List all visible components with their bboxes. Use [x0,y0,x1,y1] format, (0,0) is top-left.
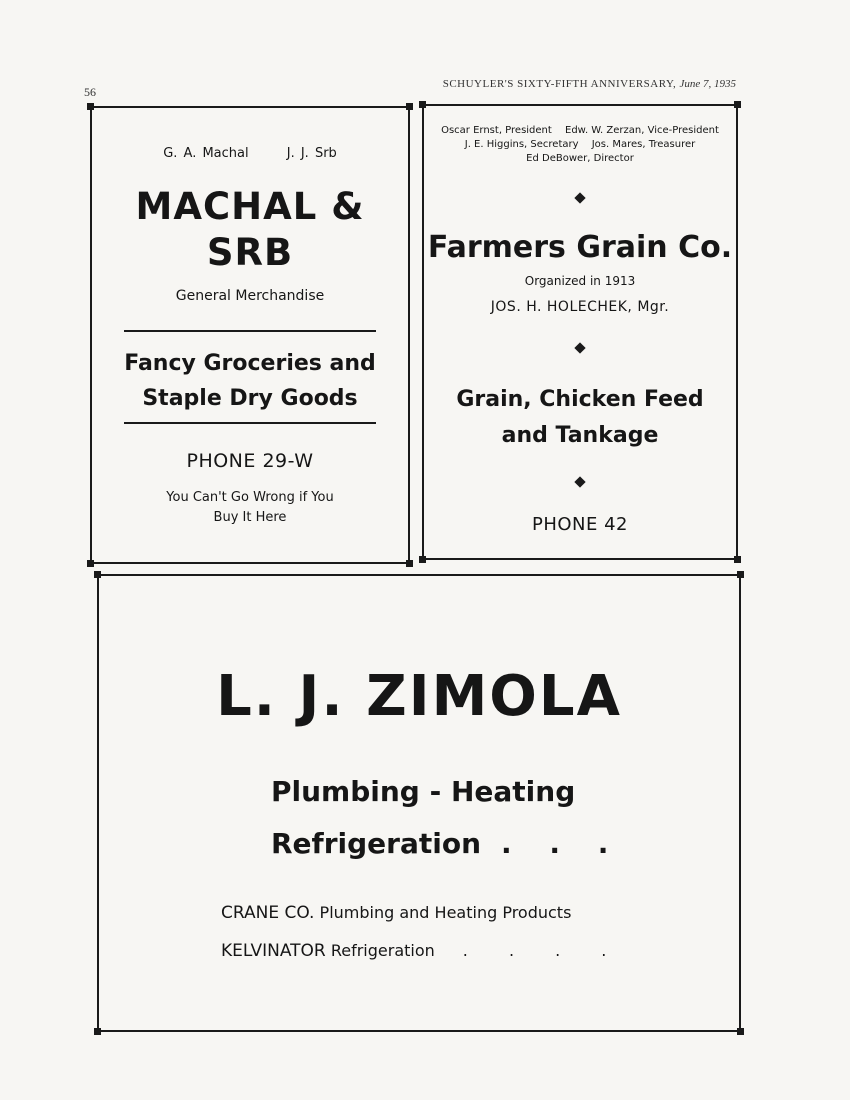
product-line-crane [221,894,624,932]
page-number: 56 [84,85,96,99]
business-name-line-2: SRB [206,231,294,274]
service-refrigeration: Refrigeration [271,827,482,860]
officers-row [424,124,736,138]
slogan-line-1: You Can't Go Wrong if You [166,490,334,505]
brand-kelvinator: KELVINATOR [221,941,326,961]
corner-ornament [406,560,413,567]
corner-ornament [737,571,744,578]
corner-ornament [406,103,413,110]
business-type: General Merchandise [175,288,325,304]
officers-list [424,124,736,166]
running-title: SCHUYLER'S SIXTY-FIFTH ANNIVERSARY, [442,78,677,90]
manager-name: JOS. H. HOLECHEK, Mgr. [490,299,670,315]
offer-line-2: Staple Dry Goods [142,386,358,411]
diamond-ornament [574,342,585,353]
services-text [271,766,622,870]
leader-dots: . . . . [462,941,625,960]
zimola-ad [97,574,741,1032]
product-description: Refrigeration [330,941,435,960]
farmers-grain-ad [422,104,738,560]
business-name-line-1: MACHAL & [135,185,365,228]
business-name: Farmers Grain Co. [427,230,733,265]
diamond-ornament [574,192,585,203]
corner-ornament [734,556,741,563]
divider-rule [124,422,376,424]
corner-ornament [734,101,741,108]
slogan-line-2: Buy It Here [213,510,287,525]
offer-line-1: Fancy Groceries and [124,351,376,376]
diamond-ornament [574,476,585,487]
products-line-1: Grain, Chicken Feed [456,387,704,412]
service-line-2 [271,818,622,870]
proprietor-machal: G. A. Machal [163,146,249,161]
proprietor-srb: J. J. Srb [286,146,337,161]
slogan [92,488,408,528]
machal-srb-ad [90,106,410,564]
officer-president: Oscar Ernst, President [441,125,552,136]
offer-text [92,346,408,416]
corner-ornament [94,571,101,578]
phone-number: PHONE 29-W [186,450,314,472]
proprietors [92,146,408,161]
corner-ornament [419,556,426,563]
issue-date: June 7, 1935 [679,78,736,90]
product-description: Plumbing and Heating Products [319,903,572,922]
officer-treasurer: Jos. Mares, Treasurer [591,139,696,150]
products-text [424,382,736,454]
products-line-2: and Tankage [501,423,659,448]
service-line-1: Plumbing - Heating [271,775,576,808]
product-line-kelvinator [221,932,624,970]
running-head [443,78,736,90]
corner-ornament [94,1028,101,1035]
phone-number: PHONE 42 [531,514,629,535]
corner-ornament [87,560,94,567]
divider-rule [124,330,376,332]
business-name [92,184,408,276]
officer-secretary: J. E. Higgins, Secretary [464,139,579,150]
officers-row [424,138,736,152]
organized-year: Organized in 1913 [524,274,636,288]
brand-crane: CRANE CO. [221,903,315,923]
corner-ornament [419,101,426,108]
corner-ornament [737,1028,744,1035]
leader-dots: . . . [501,827,623,860]
officer-director: Ed DeBower, Director [526,153,634,164]
corner-ornament [87,103,94,110]
business-name: L. J. ZIMOLA [216,664,622,729]
officer-vice-president: Edw. W. Zerzan, Vice-President [565,125,719,136]
product-lines [221,894,624,970]
